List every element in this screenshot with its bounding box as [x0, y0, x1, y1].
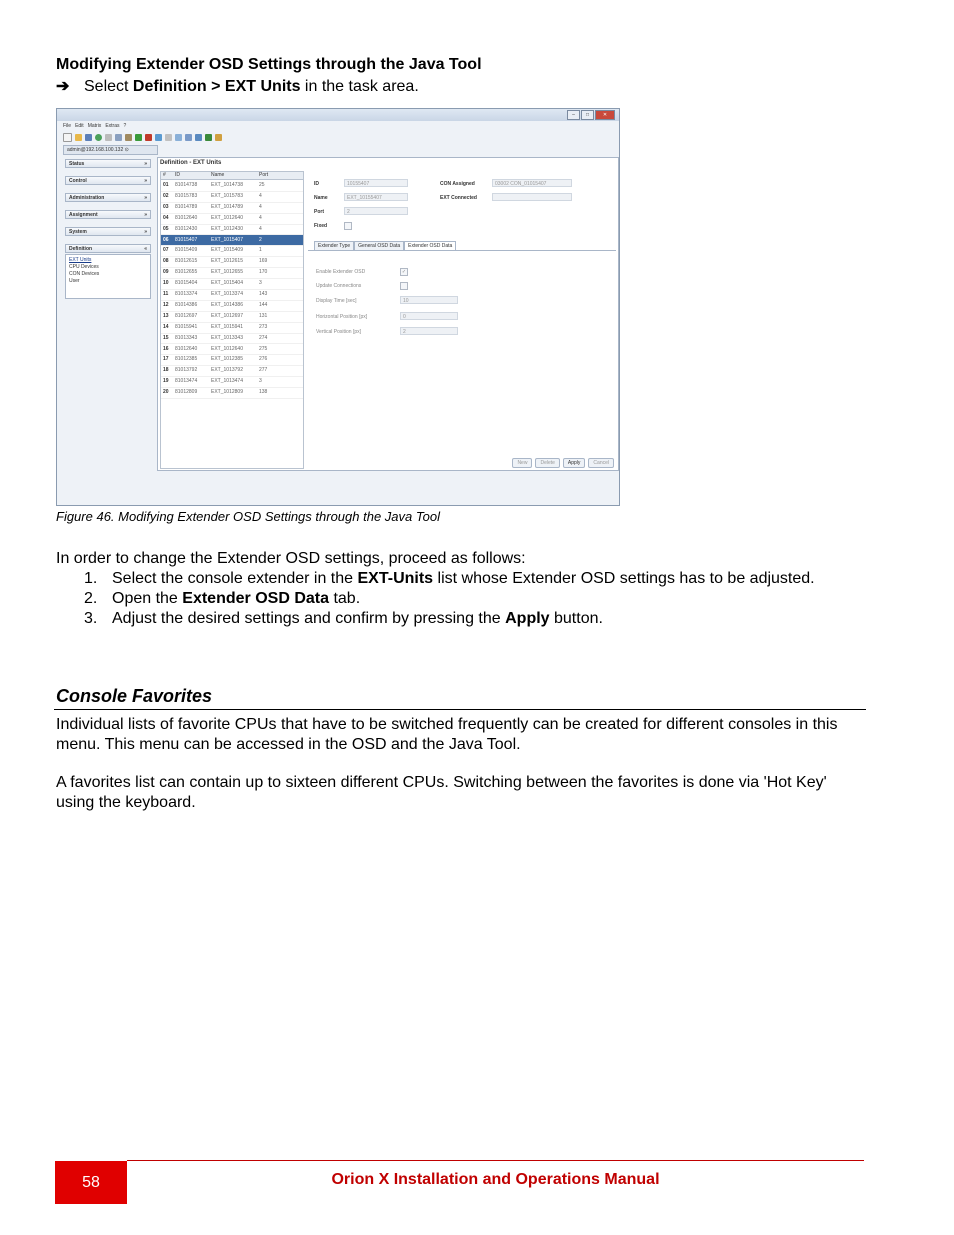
- nav-assignment[interactable]: [65, 210, 151, 219]
- connect-icon[interactable]: [135, 134, 142, 141]
- list-bold: Extender OSD Data: [182, 590, 329, 607]
- row-id: 81013474: [175, 378, 198, 385]
- list-bold: EXT-Units: [357, 570, 434, 587]
- row-number: 14: [163, 323, 169, 330]
- row-id: 81012640: [175, 214, 198, 221]
- new-button[interactable]: New: [512, 458, 532, 468]
- row-id: 81012430: [175, 225, 198, 232]
- nav-label: Control: [69, 178, 87, 184]
- row-name: EXT_1013343: [211, 334, 243, 341]
- row-name: EXT_1014738: [211, 182, 243, 188]
- row-number: 16: [163, 345, 169, 352]
- figure-screenshot: [56, 108, 620, 506]
- close-button[interactable]: ✕: [595, 110, 615, 120]
- nav-label: Definition: [69, 246, 93, 252]
- document-icon[interactable]: [175, 134, 182, 141]
- row-port: 276: [259, 356, 268, 363]
- nav-administration[interactable]: [65, 193, 151, 202]
- list-text-end: button.: [549, 610, 603, 627]
- col-number[interactable]: #: [163, 172, 166, 178]
- menu-edit[interactable]: Edit: [75, 123, 84, 129]
- menu-file[interactable]: File: [63, 123, 72, 129]
- nav-label: Assignment: [69, 212, 98, 218]
- tab-divider: [308, 250, 616, 251]
- row-number: 17: [163, 356, 169, 363]
- list-number: 3.: [84, 610, 98, 627]
- id-label: ID: [314, 181, 319, 187]
- row-port: 143: [259, 291, 268, 297]
- arrow-right-icon: ➔: [56, 78, 70, 95]
- list-bold: Apply: [505, 610, 550, 627]
- row-port: 275: [259, 345, 268, 352]
- row-id: 81014386: [175, 301, 198, 308]
- row-port: 4: [259, 203, 262, 210]
- report-icon[interactable]: [185, 134, 192, 141]
- row-number: 08: [163, 258, 169, 265]
- row-name: EXT_1015407: [211, 236, 243, 243]
- ext-units-table: [160, 171, 304, 469]
- row-number: 02: [163, 192, 169, 199]
- display-time-label: Display Time [sec]: [316, 298, 357, 304]
- row-port: 3: [259, 280, 262, 287]
- row-port: 144: [259, 301, 268, 308]
- download-icon[interactable]: [165, 134, 172, 141]
- col-id[interactable]: ID: [175, 172, 180, 178]
- row-name: EXT_1012385: [211, 356, 243, 363]
- row-port: 25: [259, 182, 265, 188]
- intro-text: In order to change the Extender OSD settings, proceed as follows:: [56, 550, 526, 567]
- step-text: Select: [84, 78, 133, 95]
- row-name: EXT_1015404: [211, 280, 243, 287]
- procedure-list: [84, 569, 844, 629]
- row-number: 06: [163, 236, 169, 243]
- list-text: Select the console extender in the: [112, 570, 358, 587]
- row-number: 09: [163, 269, 169, 276]
- col-name[interactable]: Name: [211, 172, 225, 178]
- row-id: 81012615: [175, 258, 198, 265]
- tab-extender-type[interactable]: Extender Type: [314, 241, 354, 251]
- row-number: 18: [163, 367, 169, 374]
- chevron-icon: »: [144, 212, 147, 218]
- row-number: 11: [163, 291, 169, 297]
- row-port: 169: [259, 258, 268, 265]
- con-assigned-label: CON Assigned: [440, 181, 475, 187]
- port-field[interactable]: 2: [344, 207, 408, 215]
- menu-bar: [63, 123, 126, 129]
- paste-icon[interactable]: [125, 134, 132, 141]
- chevron-icon: »: [144, 161, 147, 167]
- ext-connected-field[interactable]: [492, 193, 572, 201]
- row-id: 81014738: [175, 182, 198, 188]
- list-text: Adjust the desired settings and confirm by pressing the: [112, 610, 506, 627]
- cancel-button[interactable]: Cancel: [588, 458, 614, 468]
- panel-buttons: [512, 458, 614, 468]
- name-field[interactable]: EXT_10155407: [344, 193, 408, 201]
- row-port: 131: [259, 312, 268, 319]
- nav-label: System: [69, 229, 87, 235]
- row-name: EXT_1012615: [211, 258, 243, 265]
- row-name: EXT_1015409: [211, 247, 243, 254]
- row-name: EXT_1013474: [211, 378, 243, 385]
- port-label: Port: [314, 209, 324, 215]
- row-name: EXT_1013374: [211, 291, 243, 297]
- status-bar: [157, 471, 617, 499]
- nav-control[interactable]: [65, 176, 151, 185]
- flag-icon[interactable]: [205, 134, 212, 141]
- row-id: 81012385: [175, 356, 198, 363]
- row-id: 81012655: [175, 269, 198, 276]
- list-text: Open the: [112, 590, 183, 607]
- row-id: 81013343: [175, 334, 198, 341]
- enable-osd-checkbox[interactable]: ✓: [401, 269, 407, 275]
- row-port: 2: [259, 236, 262, 243]
- ext-connected-label: EXT Connected: [440, 195, 477, 201]
- task-area: [65, 159, 151, 349]
- definition-panel: [157, 157, 619, 471]
- table-row[interactable]: [161, 387, 303, 399]
- definition-submenu: [65, 254, 151, 299]
- footer-title: Orion X Installation and Operations Manual: [331, 1171, 660, 1188]
- detail-panel: [308, 171, 616, 467]
- refresh-icon[interactable]: [95, 134, 102, 141]
- open-icon[interactable]: [75, 134, 82, 141]
- row-name: EXT_1012640: [211, 345, 243, 352]
- maximize-button[interactable]: □: [581, 110, 594, 120]
- row-number: 03: [163, 203, 169, 210]
- page-number: 58: [55, 1161, 127, 1204]
- nav-ext-units[interactable]: EXT Units: [69, 257, 92, 263]
- row-name: EXT_1012430: [211, 225, 243, 232]
- row-number: 04: [163, 214, 169, 221]
- nav-con-devices[interactable]: CON Devices: [69, 271, 100, 277]
- list-text-end: list whose Extender OSD settings has to be adjusted.: [433, 570, 815, 587]
- procedure-heading: Modifying Extender OSD Settings through the Java Tool: [56, 56, 482, 73]
- nav-label: Status: [69, 161, 85, 167]
- new-icon[interactable]: [63, 133, 72, 142]
- row-name: EXT_1013792: [211, 367, 243, 374]
- col-port[interactable]: Port: [259, 172, 269, 178]
- toolbar: [63, 132, 263, 142]
- chevron-icon: «: [144, 246, 147, 252]
- cut-icon[interactable]: [105, 134, 112, 141]
- row-id: 81015404: [175, 280, 198, 287]
- nav-label: Administration: [69, 195, 105, 201]
- row-name: EXT_1015941: [211, 323, 243, 330]
- row-port: 4: [259, 192, 262, 199]
- row-id: 81012809: [175, 389, 198, 396]
- chevron-icon: »: [144, 178, 147, 184]
- figure-caption: Figure 46. Modifying Extender OSD Settings through the Java Tool: [56, 509, 440, 524]
- row-number: 10: [163, 280, 169, 287]
- chevron-icon: »: [144, 229, 147, 235]
- menu-matrix[interactable]: Matrix: [87, 123, 102, 129]
- tab-extender-osd-data[interactable]: Extender OSD Data: [404, 241, 456, 251]
- step-text-end: in the task area.: [300, 78, 419, 95]
- row-port: 4: [259, 225, 262, 232]
- list-item: [84, 589, 844, 609]
- row-port: 273: [259, 323, 268, 330]
- row-number: 15: [163, 334, 169, 341]
- row-id: 81012640: [175, 345, 198, 352]
- nav-status[interactable]: [65, 159, 151, 168]
- menu-help[interactable]: ?: [123, 123, 127, 129]
- row-name: EXT_1014789: [211, 203, 243, 210]
- id-field[interactable]: 10155407: [344, 179, 408, 187]
- row-id: 81012697: [175, 312, 198, 319]
- row-number: 13: [163, 312, 169, 319]
- row-number: 07: [163, 247, 169, 254]
- fixed-label: Fixed: [314, 223, 328, 229]
- row-number: 19: [163, 378, 169, 385]
- delete-button[interactable]: Delete: [535, 458, 559, 468]
- row-id: 81013792: [175, 367, 198, 374]
- vertical-position-field[interactable]: 2: [400, 327, 458, 335]
- paragraph: Individual lists of favorite CPUs that have to be switched frequently can be created for different consoles in this menu. This menu can be accessed in the OSD and the Java Tool.: [56, 716, 838, 753]
- apply-button[interactable]: Apply: [563, 458, 586, 468]
- row-name: EXT_1012697: [211, 312, 243, 319]
- row-name: EXT_1012655: [211, 269, 243, 276]
- connection-tab-label: admin@192.168.100.132: [67, 147, 124, 153]
- panel-title: Definition - EXT Units: [160, 160, 222, 166]
- row-number: 01: [163, 182, 169, 188]
- row-id: 81015783: [175, 192, 198, 199]
- row-id: 81013374: [175, 291, 198, 297]
- list-number: 1.: [84, 570, 98, 587]
- lock-icon[interactable]: [215, 134, 222, 141]
- monitor-icon[interactable]: [195, 134, 202, 141]
- row-name: EXT_1012640: [211, 214, 243, 221]
- tab-general-osd-data[interactable]: General OSD Data: [354, 241, 404, 251]
- table-header: [161, 172, 303, 180]
- enable-osd-label: Enable Extender OSD: [316, 269, 366, 275]
- menu-extras[interactable]: Extras: [105, 123, 120, 129]
- footer-divider: [127, 1160, 864, 1161]
- fixed-checkbox[interactable]: [344, 222, 352, 230]
- connection-tab[interactable]: admin@192.168.100.132 ⊙: [63, 145, 158, 155]
- con-assigned-field[interactable]: 03002 CON_01015407: [492, 179, 572, 187]
- paragraph: A favorites list can contain up to sixteen different CPUs. Switching between the favorites is done via 'Hot Key' using the keyboard.: [56, 774, 827, 811]
- row-port: 274: [259, 334, 268, 341]
- section-divider: [54, 709, 866, 710]
- horizontal-position-label: Horizontal Position [px]: [316, 314, 368, 320]
- update-connections-checkbox[interactable]: [400, 282, 408, 290]
- row-port: 277: [259, 367, 268, 374]
- vertical-position-label: Vertical Position [px]: [316, 329, 362, 335]
- step-menu-path: Definition > EXT Units: [132, 78, 301, 95]
- procedure-step: [56, 76, 419, 96]
- nav-system[interactable]: [65, 227, 151, 236]
- row-id: 81015409: [175, 247, 198, 254]
- display-time-field[interactable]: 10: [400, 296, 458, 304]
- list-item: [84, 609, 844, 629]
- list-text-end: tab.: [329, 590, 361, 607]
- row-port: 138: [259, 389, 268, 396]
- save-icon[interactable]: [85, 134, 92, 141]
- row-port: 1: [259, 247, 262, 254]
- row-id: 81015941: [175, 323, 198, 330]
- row-number: 12: [163, 301, 169, 308]
- row-id: 81015407: [175, 236, 198, 243]
- list-number: 2.: [84, 590, 98, 607]
- row-name: EXT_1014386: [211, 301, 243, 308]
- list-item: [84, 569, 844, 589]
- chevron-icon: »: [144, 195, 147, 201]
- copy-icon[interactable]: [115, 134, 122, 141]
- row-number: 20: [163, 389, 169, 396]
- row-port: 4: [259, 214, 262, 221]
- row-name: EXT_1015783: [211, 192, 243, 199]
- window-controls: [567, 110, 615, 120]
- horizontal-position-field[interactable]: 0: [400, 312, 458, 320]
- minimize-button[interactable]: –: [567, 110, 580, 120]
- row-port: 170: [259, 269, 268, 276]
- disconnect-icon[interactable]: [145, 134, 152, 141]
- nav-definition[interactable]: [65, 244, 151, 253]
- row-name: EXT_1012809: [211, 389, 243, 396]
- row-id: 81014789: [175, 203, 198, 210]
- row-number: 05: [163, 225, 169, 232]
- window-titlebar: [57, 109, 619, 121]
- nav-cpu-devices[interactable]: CPU Devices: [69, 264, 99, 270]
- name-label: Name: [314, 195, 328, 201]
- upload-icon[interactable]: [155, 134, 162, 141]
- row-port: 3: [259, 378, 262, 385]
- section-title: Console Favorites: [56, 686, 213, 706]
- update-connections-label: Update Connections: [316, 283, 362, 289]
- nav-user[interactable]: User: [69, 278, 80, 284]
